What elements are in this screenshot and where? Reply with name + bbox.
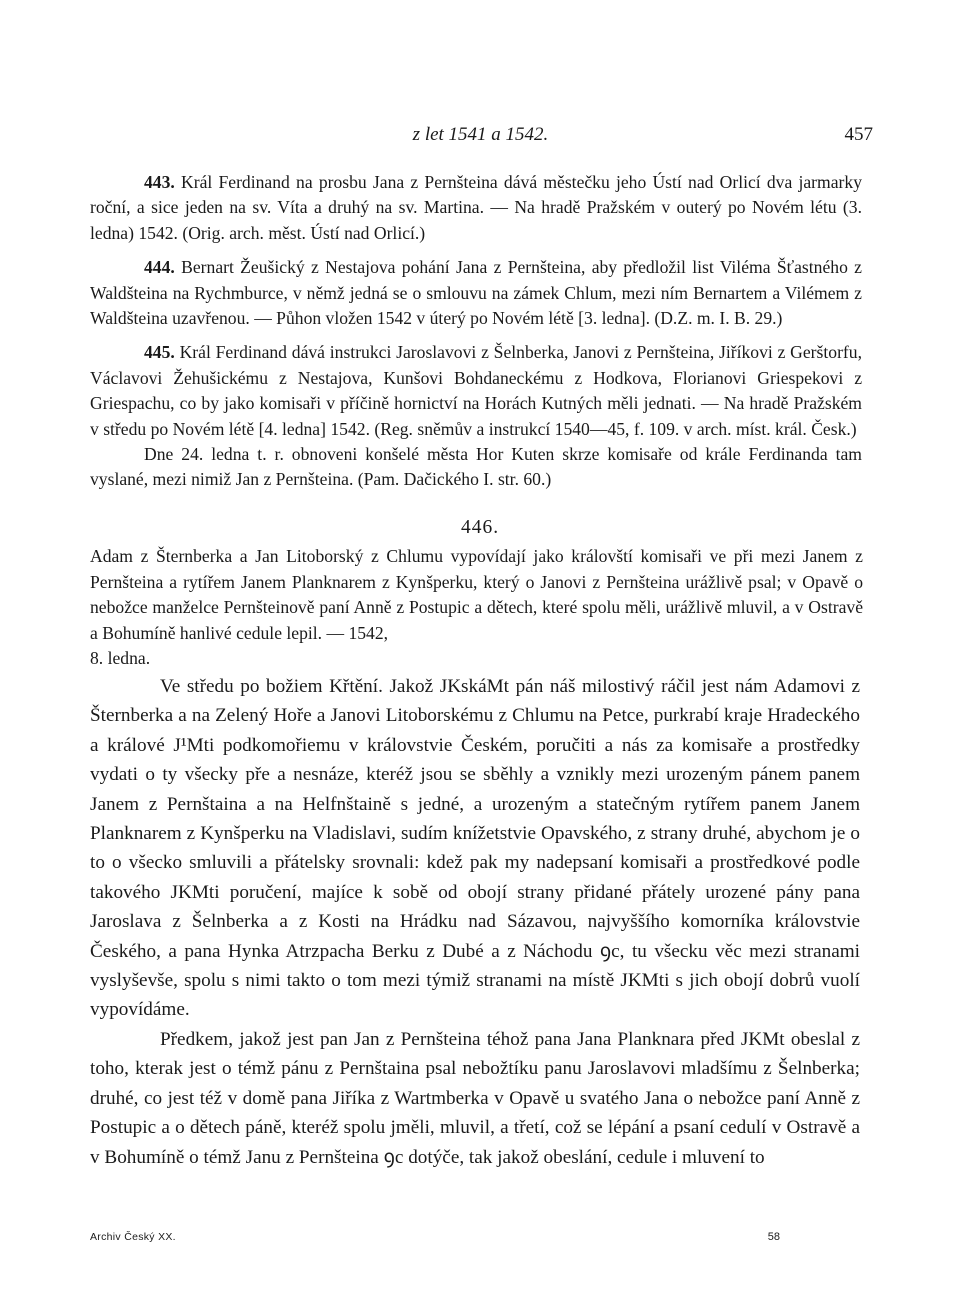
note-text: Dne 24. ledna t. r. obnoveni konšelé města Hor Kuten skrze komisaře od krále Ferdinanda tam vyslané, mezi nimiž Jan z Pernšteina. (Pam. Dačického I. str. 60.) — [90, 444, 862, 490]
sheet-signature: 58 — [767, 1231, 780, 1243]
regest-note — [90, 442, 862, 493]
document-summary — [90, 544, 863, 672]
regest-entry — [90, 340, 862, 442]
regest-entry — [90, 255, 862, 331]
regest-entry — [90, 170, 862, 246]
document-number: 446. — [460, 517, 500, 538]
entry-text: Král Ferdinand na prosbu Jana z Pernšteina dává městečku jeho Ústí nad Orlicí dva jarmarky roční, a sice jeden na sv. Víta a druhý na sv. Martina. — Na hradě Pražském v outerý po Novém létu (3. ledna) 1542. (Orig. arch. měst. Ústí nad Orlicí.) — [90, 172, 862, 243]
entry-number: 445. — [144, 342, 175, 363]
entry-text: Král Ferdinand dává instrukci Jaroslavovi z Šelnberka, Janovi z Pernšteina, Jiříkovi z Gerštorfu, Václavovi Žehušickému z Nestajova, Kunšovi Bohdaneckému z Hodkova, Florianovi Griespekovi z Griespachu, co by jako komisaři v příčině hornictví na Horách Kutných měli jednati. — Na hradě Pražském v středu po Novém létě [4. ledna] 1542. (Reg. sněmův a instrukcí 1540—45, f. 109. v arch. míst. král. Česk.) — [90, 342, 862, 439]
printer-signature: Archiv Český XX. — [90, 1231, 176, 1243]
summary-date: 8. ledna. — [90, 648, 151, 669]
entry-number: 444. — [144, 257, 175, 278]
body-paragraph: Předkem, jakož jest pan Jan z Pernšteina téhož pana Jana Planknara před JKMt obeslal z toho, kterak jest o témž pánu z Pernštaina psal nebožtíku panu Jaroslavovi mladšímu z Šelnberka; druhé, co jest též v domě pana Jiříka z Wartmberka v Opavě u svatého Jana o nebožce paní Anně z Postupic a o dětech páně, kteréž spolu jměli, mluvil, a třetí, což se lépání a psaní cedulí v Ostravě a v Bohumíně o témž Janu z Pernšteina ꝯc dotýče, tak jakož obeslání, cedule i mluvení to — [90, 1028, 860, 1168]
page-number: 457 — [844, 124, 873, 145]
running-title: z let 1541 a 1542. — [412, 124, 549, 145]
document-body — [90, 672, 860, 1172]
body-paragraph: Ve středu po božiem Křtění. Jakož JKskáMt pán náš milostivý ráčil jest nám Adamovi z Šternberka a na Zelený Hoře a Janovi Litoborskému z Chlumu na Petce, purkrabí kraje Hradeckého a králové J¹Mti podkomořiemu v královstvie Českém, poručiti a nás za komisaře a prostředky vydati o ty všecky pře a nesnáze, kteréž jsou se sběhly a vznikly mezi urozeným pánem panem Janem z Pernštaina a na Helfnštaině s jedné, a urozeným a statečným rytířem panem Janem Planknarem z Kynšperku na Vladislavi, sudím knížetstvie Opavského, z strany druhé, abychom je o to o všecko smluvili a přátelsky srovnali: kdež pak my nadepsaní komisaři a prostředkové podle takového JKMti poručení, majíce k sobě od obojí strany přidané přátely urozené pány pana Jaroslava z Šelnberka a z Kosti na Hrádku nad Sázavou, najvyššího komorníka královstvie Českého, a pana Hynka Atrzpacha Berku z Dubé a z Náchodu ꝯc, tu všecku věc mezi stranami vyslyševše, spolu s nimi takto o tom mezi týmiž stranami na místě JKMti s jich obojí dobrů vuolí vypovídáme. — [90, 676, 860, 1021]
page-footer — [90, 1231, 780, 1249]
running-head — [88, 124, 873, 148]
regesta-section — [90, 170, 862, 493]
summary-text: Adam z Šternberka a Jan Litoborský z Chlumu vypovídají jako královští komisaři ve při mezi Janem z Pernšteina a rytířem Janem Planknarem z Kynšperku, který o Janovi z Pernšteina urážlivě psal; v Opavě o nebožce manželce Pernšteinově paní Anně z Postupic a dětech, které spolu měli, urážlivě mluvil, a v Ostravě a Bohumíně hanlivé cedule lepil. — 1542, — [90, 546, 863, 643]
entry-text: Bernart Žeušický z Nestajova pohání Jana z Pernšteina, aby předložil list Viléma Šťastného z Waldšteina na Rychmburce, v němž jedná se o smlouvu na zámek Chlum, mezi ním Bernartem a Vilémem z Waldšteina uzavřenou. — Půhon vložen 1542 v úterý po Novém létě [3. ledna]. (D.Z. m. I. B. 29.) — [90, 257, 862, 329]
entry-number: 443. — [144, 172, 175, 192]
